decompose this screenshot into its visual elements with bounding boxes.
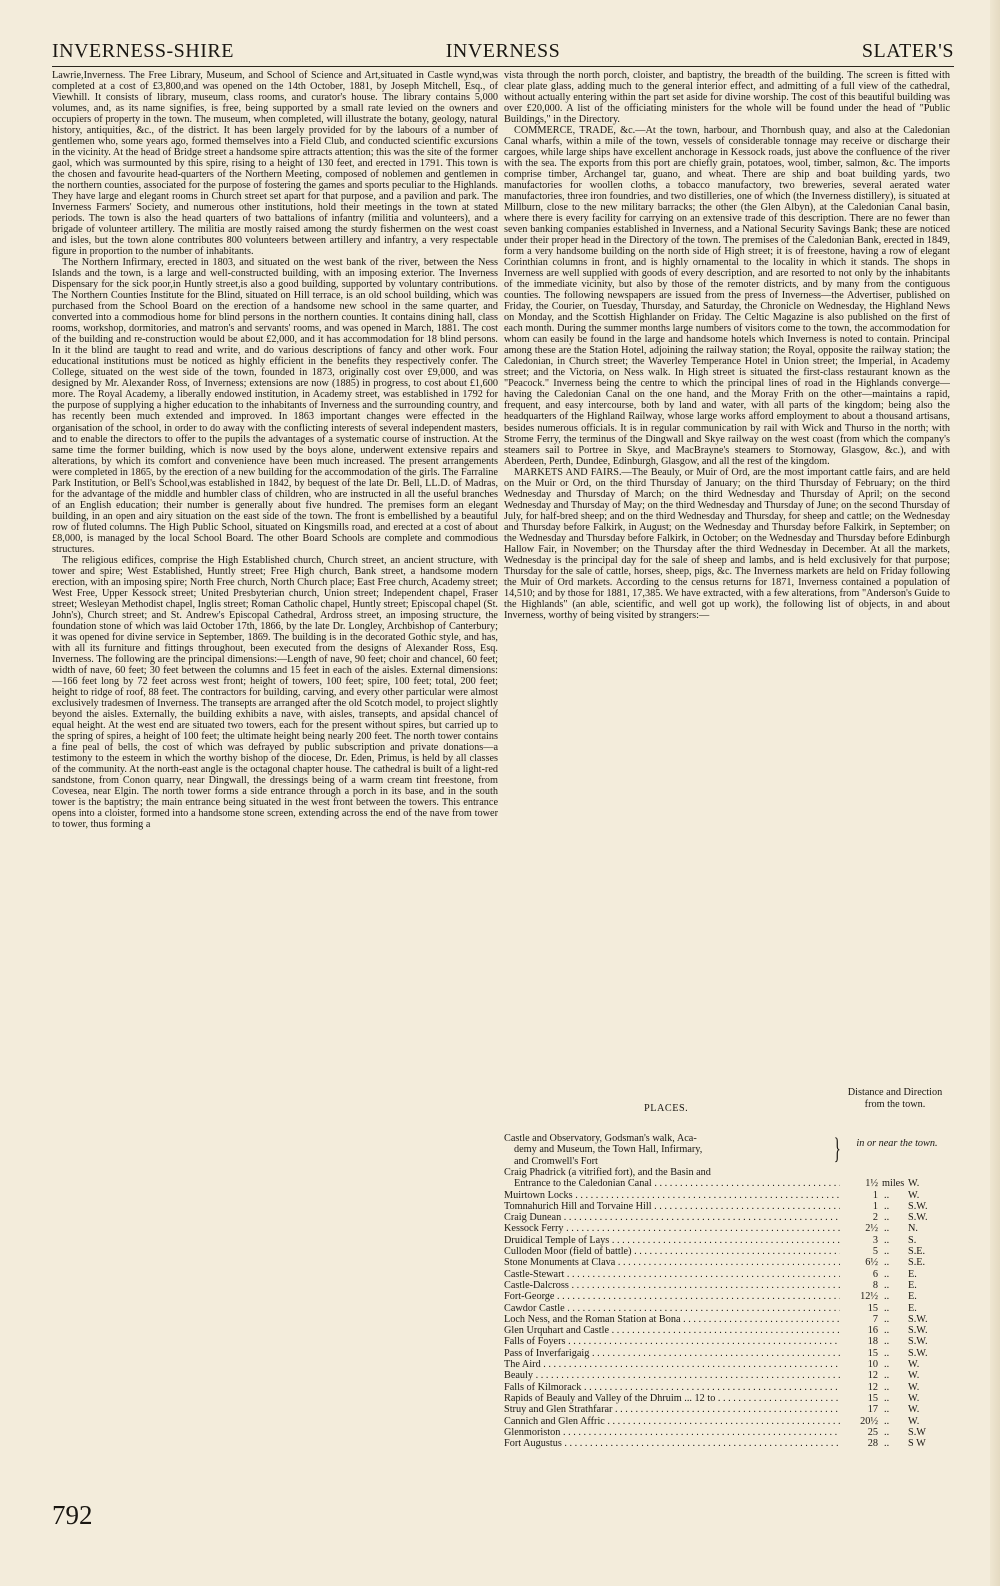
place-direction: S.W. [908,1200,928,1212]
place-direction: W. [908,1370,920,1382]
places-row [504,1359,950,1370]
paragraph-commerce: COMMERCE, TRADE, &c.—At the town, harbour, and Thornbush quay, and also at the Caledonian Canal wharfs, within a mile of the town, vessels of considerable tonnage may receive or discharge their cargoes, while large ships have excellent anchorage in Kessock roads, just above the confluence of the river with the sea. The exports from this port are chiefly grain, potatoes, wool, timber, salmon, &c. The imports comprise timber, Archangel tar, guano, and wheat. There are ship and boat building yards, two manufactories for woollen cloths, a tobacco manufactory, two breweries, several aerated water manufactories, three iron foundries, and two distilleries, one of which (the Inverness distillery), is situated at Millburn, close to the new military barracks; the other (the Glen Albyn), at the Caledonian Canal basin, where there is every facility for carrying on an extensive trade of this description. There are no fewer than seven banking companies established in Inverness, and a National Security Savings Bank; these are noticed under their proper head in the Directory of the town. The premises of the Caledonian Bank, erected in 1849, form a very handsome building on the north side of High street; it is of freestone, having a row of elegant Corinthian columns in front, and is highly ornamental to the locality in which it stands. The shops in Inverness are well supplied with goods of every description, and are resorted to not only by the inhabitants of the immediate vicinity, but also by those of the remoter districts, and by many from the contiguous counties. The following newspapers are issued from the press of Inverness—the Advertiser, published on Friday, the Courier, on Tuesday, Thursday, and Saturday, the Chronicle on Wednesday, the Highland News on Monday, and the Scottish Highlander on Friday. The Celtic Magazine is also published on the first of each month. During the summer months large numbers of visitors come to the town, the accommodation for whom can easily be found in the large and handsome hotels which Inverness is noted to contain. Principal among these are the Station Hotel, adjoining the railway station; the Royal, opposite the railway station; the Caledonian, in Church street; the Waverley Temperance Hotel in Union street; the Imperial, in Academy street; and the Victoria, on Ness walk. In High street is situated the first-class restaurant known as the "Peacock." Inverness being the centre to which the principal lines of road in the Highlands converge—having the Caledonian Canal on the one hand, and the Moray Frith on the other—maintains a rapid, frequent, and easy intercourse, both by land and water, with all parts of the kingdom; being also the headquarters of the Highland Railway, whose large works afford employment to about a thousand artisans, besides numerous officials. It is in regular communication by rail with Wick and Thurso in the north; with Strome Ferry, the terminus of the Dingwall and Skye railway on the west coast (from which the company's steamers sail to Portree in Skye, and MacBrayne's steamers to Stornoway, Glasgow, &c.), and with Aberdeen, Perth, Dundee, Edinburgh, Glasgow, and all the rest of the kingdom. [504,125,950,467]
places-row [504,1235,950,1246]
place-name: Pass of Inverfarigaig . . . [504,1348,842,1359]
place-name: Falls of Kilmorack . . . [504,1382,842,1393]
place-distance: 8 [840,1280,878,1291]
place-separator: .. [884,1336,890,1348]
place-name: Falls of Foyers . . . [504,1336,842,1347]
places-row [504,1190,950,1201]
place-distance: 15 [840,1348,878,1359]
place-separator: .. [884,1291,890,1303]
place-distance: 18 [840,1336,878,1347]
place-separator: .. [884,1189,890,1201]
place-distance: 15 [840,1393,878,1404]
castle-entry-text [504,1133,836,1167]
place-separator: .. [884,1325,890,1337]
place-distance: 17 [840,1404,878,1415]
castle-line-1: Castle and Observatory, Godsman's walk, Aca- [504,1133,697,1144]
distance-heading: Distance and Direction from the town. [847,1087,943,1110]
place-separator: .. [884,1257,890,1269]
place-separator: .. [884,1223,890,1235]
page-number: 792 [52,1500,93,1530]
place-distance: 2½ [840,1223,878,1234]
place-distance: 2 [840,1212,878,1223]
craig-phadrick-unit: miles [882,1178,905,1190]
place-distance: 28 [840,1438,878,1449]
right-column [504,70,950,1080]
places-row [504,1382,950,1393]
places-row [504,1246,950,1257]
place-name: Kessock Ferry . . . [504,1223,842,1234]
place-direction: S.E. [908,1257,926,1269]
place-direction: S.E. [908,1246,926,1258]
place-direction: E. [908,1268,917,1280]
place-distance: 1 [840,1201,878,1212]
places-list [504,1190,950,1450]
place-separator: .. [884,1313,890,1325]
places-row [504,1416,950,1427]
place-distance: 6 [840,1269,878,1280]
place-name: Castle-Stewart . . . [504,1269,842,1280]
places-row [504,1303,950,1314]
place-distance: 1 [840,1190,878,1201]
place-direction: S.W. [908,1212,928,1224]
craig-phadrick-direction: W. [908,1178,920,1190]
place-direction: W. [908,1415,920,1427]
place-direction: W. [908,1189,920,1201]
place-direction: E. [908,1291,917,1303]
place-direction: S.W [908,1426,926,1438]
place-direction: S W [908,1438,926,1450]
craig-phadrick-distance: 1½ [840,1178,878,1189]
place-distance: 3 [840,1235,878,1246]
place-name: Loch Ness, and the Roman Station at Bona . . . [504,1314,842,1325]
place-name: Druidical Temple of Lays . . . [504,1235,842,1246]
place-distance: 16 [840,1325,878,1336]
craig-phadrick-line-2: Entrance to the Caledonian Canal . . . [514,1178,840,1189]
place-name: Cawdor Castle . . . [504,1303,842,1314]
place-distance: 25 [840,1427,878,1438]
places-table [504,1087,950,1449]
places-row [504,1280,950,1291]
place-distance: 15 [840,1303,878,1314]
place-name: The Aird . . . [504,1359,842,1370]
page-edge [990,0,1000,1586]
place-direction: S.W. [908,1336,928,1348]
places-row [504,1370,950,1381]
places-row [504,1438,950,1449]
header-town: INVERNESS [445,40,561,62]
place-distance: 20½ [840,1416,878,1427]
place-name: Rapids of Beauly and Valley of the Dhruim ... 12 to . . . [504,1393,842,1404]
paragraph-institutions: The Northern Infirmary, erected in 1803, and situated on the west bank of the river, between the Ness Islands and the town, is a large and well-constructed building, with an imposing exterior. The Inverness Dispensary for the sick poor,in Huntly street,is also a good building, supported by voluntary contributions. The Northern Counties Institute for the Blind, situated on Hill terrace, is an old school building, which was purchased from the School Board on the erection of a handsome new school in the same quarter, and converted into a commodious home for blind persons in the northern counties. It contains dining hall, class rooms, workshop, dormitories, and matron's and servants' rooms, and was opened in March, 1881. The cost of the building and re-construction would be about £2,000, and it has accommodation for 18 blind persons. In it the blind are taught to read and write, and do various descriptions of fancy and other work. Four educational institutions must be noticed as highly efficient in the benefits they respectively confer. The College, situated on the west side of the town, founded in 1873, originally cost over £9,000, and was designed by Mr. Alexander Ross, of Inverness; extensions are now (1885) in progress, to cost about £1,600 more. The Royal Academy, a liberally endowed institution, in Academy street, was established in 1792 for the purpose of supplying a higher education to the inhabitants of Inverness and the surrounding country, and has recently been much extended and improved. In 1863 important changes were effected in the organisation of the school, in order to do away with the conflicting interests of several independent masters, and to enable the directors to offer to the pupils the advantages of a systematic course of instruction. At the same time the former building, which is now used by the boys alone, underwent extensive repairs and alterations, by which its comfort and convenience have been much increased. The present arrangements were completed in 1865, by the erection of a new building for the accommodation of the girls. The Farraline Park Institution, or Bell's School,was established in 1842, by bequest of the late Dr. Bell, LL.D. of Madras, for the advantage of the middle and humbler class of children, who are instructed in all the useful branches of an English education; their number is generally about five hundred. The premises form an elegant building, in an open and airy situation on the east side of the town. The front is embellished by a beautiful row of fluted columns. The High Public School, situated on Kingsmills road, and erected at a cost of about £8,000, is managed by the local School Board. The other Board Schools are complete and commodious structures. [52,257,498,555]
place-distance: 10 [840,1359,878,1370]
place-name: Culloden Moor (field of battle) . . . [504,1246,842,1257]
place-name: Muirtown Locks . . . [504,1190,842,1201]
place-separator: .. [884,1268,890,1280]
place-separator: .. [884,1392,890,1404]
place-direction: S.W. [908,1325,928,1337]
place-name: Stone Monuments at Clava . . . [504,1257,842,1268]
castle-location: in or near the town. [856,1138,938,1149]
place-distance: 12 [840,1370,878,1381]
place-separator: .. [884,1347,890,1359]
place-separator: .. [884,1415,890,1427]
place-separator: .. [884,1359,890,1371]
place-distance: 12½ [840,1291,878,1302]
places-table-header [504,1087,950,1133]
place-direction: N. [908,1223,918,1235]
place-direction: S.W. [908,1313,928,1325]
place-separator: .. [884,1234,890,1246]
places-row [504,1212,950,1223]
place-direction: S.W. [908,1347,928,1359]
place-direction: S. [908,1234,917,1246]
paragraph-markets: MARKETS AND FAIRS.—The Beauly, or Muir of Ord, are the most important cattle fairs, and are held on the Muir or Ord, on the third Thursday of January; on the third Thursday of February; on the third Wednesday and Thursday of March; on the third Wednesday and Thursday of April; on the second Wednesday and Thursday of May; on the third Wednesday and Thursday of June; on the second Thursday of July, for half-bred sheep; and on the third Wednesday and Thursday, for sheep and cattle; on the Wednesday and Thursday before Falkirk, in August; on the Wednesday and Thursday before Falkirk, in September; on the Wednesday and Thursday before Falkirk, in October; on the Wednesday and Thursday before Edinburgh Hallow Fair, in November; on the Thursday after the third Wednesday in December. At all the markets, Wednesday is the principal day for the sale of sheep and lambs, and is held exclusively for that purpose; Thursday for the sale of cattle, horses, sheep, pigs, &c. The Inverness markets are held on Friday following the Muir of Ord markets. According to the census returns for 1871, Inverness contained a population of 14,510; and by those for 1881, 17,385. We have extracted, with a few alterations, from "Anderson's Guide to the Highlands" (an able, scientific, and well got up work), the following list of objects, in and about Inverness, worthy of being visited by strangers:— [504,466,950,621]
place-separator: .. [884,1246,890,1258]
places-row [504,1269,950,1280]
place-name: Fort Augustus . . . [504,1438,842,1449]
place-name: Castle-Dalcross . . . [504,1280,842,1291]
places-row [504,1404,950,1415]
running-header [52,40,954,67]
place-separator: .. [884,1370,890,1382]
place-separator: .. [884,1200,890,1212]
place-name: Beauly . . . [504,1370,842,1381]
places-row [504,1201,950,1212]
place-direction: W. [908,1392,920,1404]
places-row [504,1223,950,1234]
castle-line-2: demy and Museum, the Town Hall, Infirmary, [514,1144,703,1156]
place-separator: .. [884,1279,890,1291]
place-distance: 7 [840,1314,878,1325]
places-row [504,1348,950,1359]
paragraph-cathedral-screen: vista through the north porch, cloister, and baptistry, the breadth of the building. The screen is fitted with clear plate glass, adding much to the general interior effect, and admitting of a full view of the cathedral, without actually entering within the part set aside for divine worship. The cost of this beautiful building was over £20,000. A list of the officiating ministers for the whole will be found under the head of "Public Buildings," in the Directory. [504,70,950,126]
brace-symbol: } [833,1132,841,1165]
places-row [504,1257,950,1268]
castle-line-3: and Cromwell's Fort [514,1155,598,1167]
places-row [504,1336,950,1347]
place-name: Glenmoriston . . . [504,1427,842,1438]
places-row-craig-phadrick [504,1167,950,1190]
place-name: Craig Dunean . . . [504,1212,842,1223]
places-row [504,1325,950,1336]
paragraph-religious-edifices: The religious edifices, comprise the High Established church, Church street, an ancient structure, with tower and spire; West Established, Huntly street; Free High church, Bank street, a handsome modern erection, with an imposing spire; North Free church, North Church place; East Free church, Academy street; West Free, Upper Kessock street; United Presbyterian church, Union street; Independent chapel, Fraser street; Wesleyan Methodist chapel, Inglis street; Roman Catholic chapel, Huntly street; Episcopal chapel (St. John's), Church street; and St. Andrew's Episcopal Cathedral, Ardross street, an imposing structure, the foundation stone of which was laid October 17th, 1866, by the late Dr. Longley, Archbishop of Canterbury; it was opened for divine service in September, 1869. The building is in the decorated Gothic style, and has, with all its furniture and fittings throughout, been executed from the designs of Alexander Ross, Esq. Inverness. The following are the principal dimensions:—Length of nave, 90 feet; choir and chancel, 60 feet; width of nave, 60 feet; 30 feet between the columns and 15 feet in each of the aisles. External dimensions:—166 feet long by 72 feet across west front; height of towers, 100 feet; spire, 100 feet; total, 200 feet; height to ridge of roof, 88 feet. The contractors for building, carving, and every other particular were almost exclusively tradesmen of Inverness. The transepts are arranged after the old Scotch model, to project slightly beyond the aisles. Externally, the building exhibits a nave, with aisles, transepts, and apsidal chancel of equal height. At the west end are situated two towers, each for the present without spires, but carried up to the spring of spires, a height of 100 feet; the ultimate height being nearly 200 feet. The north tower contains a fine peal of bells, the cost of which was defrayed by public subscription and private donations—a testimony to the esteem in which the worthy bishop of the diocese, Dr. Eden, Primus, is held by all classes of the community. At the north-east angle is the octagonal chapter house. The cathedral is built of a light-red sandstone, from Conon quarry, near Dingwall, the dressings being of a warm cream tint freestone, from Covesea, near Elgin. The north tower forms a side entrance through a porch in its base, and in the south tower is the baptistry; the main entrance being situated in the west front between the towers. This entrance opens into a cloister, formed into a handsome stone screen, extending across the end of the nave from tower to tower, thus forming a [52,554,498,831]
places-row [504,1291,950,1302]
place-separator: .. [884,1212,890,1224]
place-separator: .. [884,1404,890,1416]
place-distance: 6½ [840,1257,878,1268]
place-distance: 5 [840,1246,878,1257]
places-row [504,1427,950,1438]
place-separator: .. [884,1302,890,1314]
place-distance: 12 [840,1382,878,1393]
place-separator: .. [884,1381,890,1393]
place-name: Struy and Glen Strathfarar . . . [504,1404,842,1415]
place-separator: .. [884,1426,890,1438]
places-row [504,1314,950,1325]
place-name: Glen Urquhart and Castle . . . [504,1325,842,1336]
left-column [52,70,498,1502]
header-publisher: SLATER'S [861,40,954,62]
place-separator: .. [884,1438,890,1450]
places-row-castle [504,1133,950,1167]
place-name: Fort-George . . . [504,1291,842,1302]
paragraph-library: Lawrie,Inverness. The Free Library, Museum, and School of Science and Art,situated in Castle wynd,was completed at a cost of £3,800,and was opened on the 14th October, 1881, by Joseph Mitchell, Esq., of Viewhill. It consists of library, museum, class rooms, and curator's house. The library contains 5,000 volumes, and, as its name signifies, is free, being supported by a small rate levied on the owners and occupiers of property in the town. The museum, when completed, will illustrate the botany, geology, natural history, antiquities, &c., of the district. It has been largely provided for by the labours of a number of gentlemen who, some years ago, formed themselves into a Field Club, and conducted scientific excursions in the vicinity. At the head of Bridge street a handsome spire attracts attention; this was the site of the former gaol, which was surmounted by this spire, rising to a height of 130 feet, and erected in 1791. This town is the chosen and favourite head-quarters of the Northern Meeting, composed of noblemen and gentlemen in the northern counties, associated for the purpose of fostering the games and sports peculiar to the Highlands. They have large and elegant rooms in Church street set apart for that purpose, and a pavilion and park. The Inverness Farmers' Society, and numerous other institutions, hold their meetings in the town at stated periods. The town is also the head quarters of two battalions of infantry (militia and volunteers), and a brigade of volunteer artillery. The militia are mostly raised among the sturdy fishermen on the west coast and isles, but the town alone contributes 800 volunteers between artillery and infantry, a very respectable figure in proportion to the number of inhabitants. [52,70,498,258]
place-direction: E. [908,1302,917,1314]
places-row [504,1393,950,1404]
header-county: INVERNESS-SHIRE [52,40,234,62]
place-direction: W. [908,1381,920,1393]
place-direction: W. [908,1359,920,1371]
craig-phadrick-line-1: Craig Phadrick (a vitrified fort), and the Basin and [504,1167,711,1178]
place-name: Tomnahurich Hill and Torvaine Hill . . . [504,1201,842,1212]
place-name: Cannich and Glen Affric . . . [504,1416,842,1427]
place-direction: E. [908,1279,917,1291]
places-heading: PLACES. [644,1103,689,1114]
place-direction: W. [908,1404,920,1416]
